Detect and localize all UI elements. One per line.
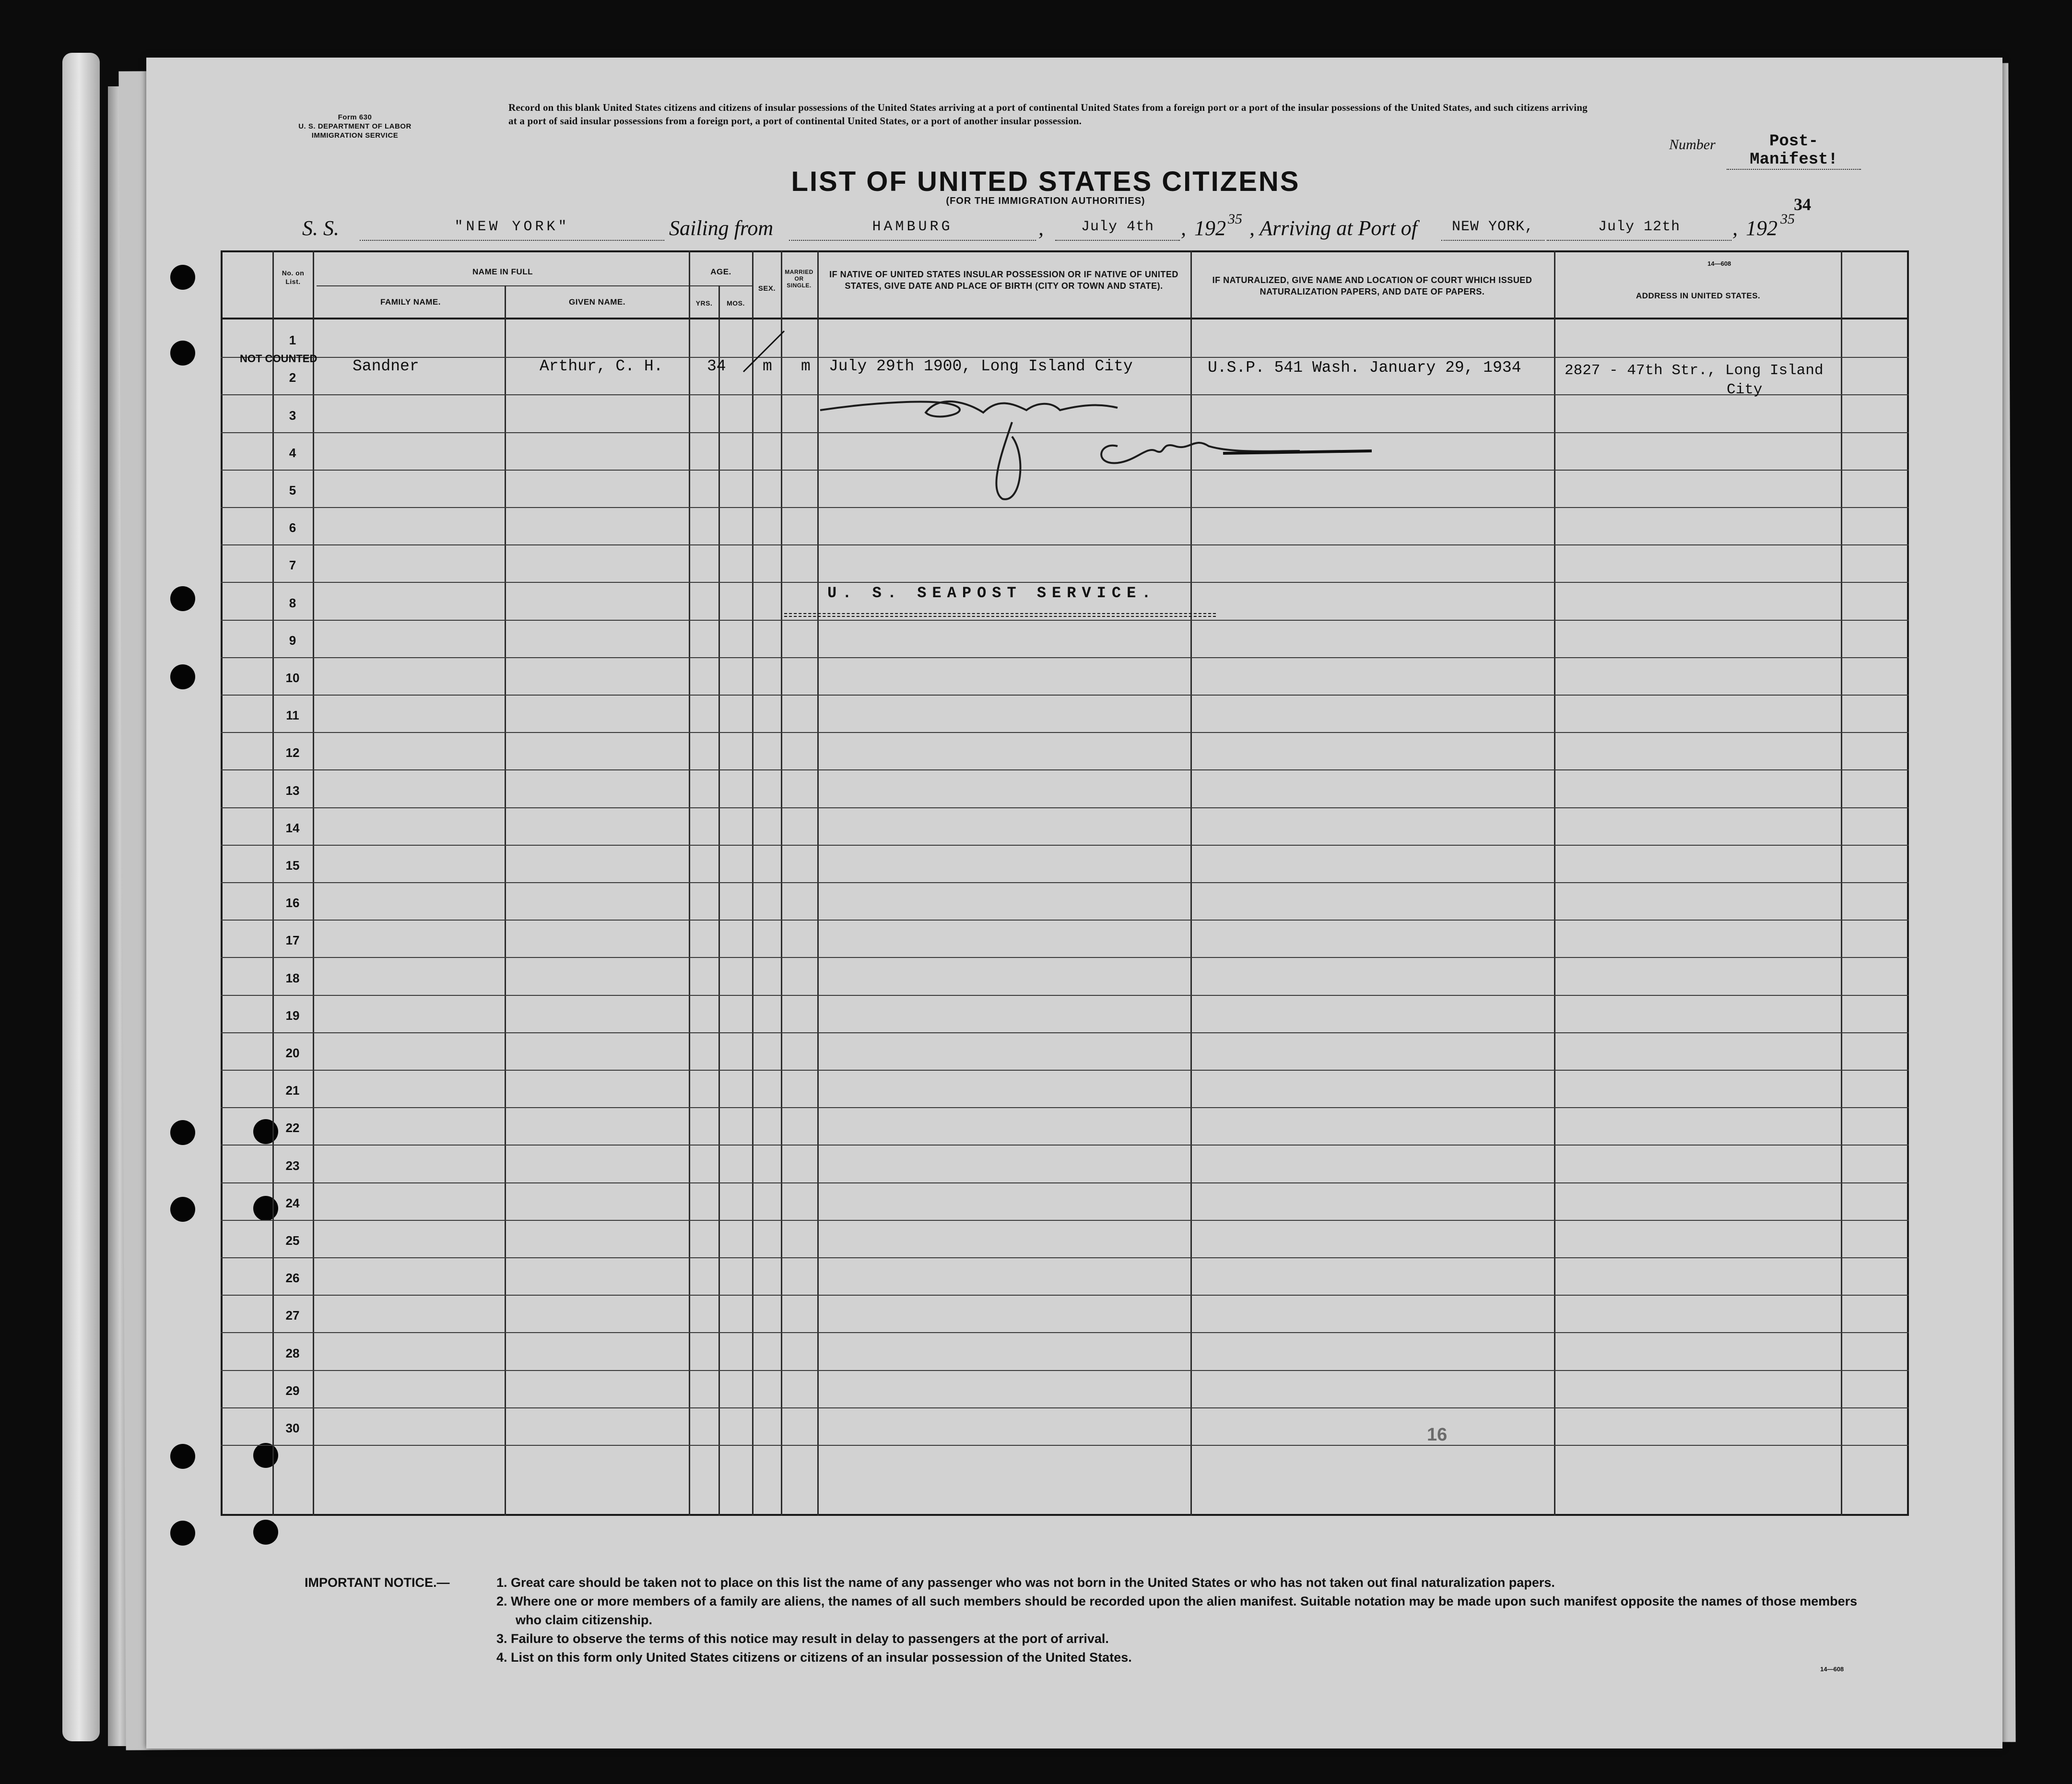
punch-hole bbox=[170, 664, 195, 689]
header-divider bbox=[317, 285, 753, 286]
col-line bbox=[1841, 250, 1842, 1516]
col-line bbox=[781, 250, 782, 1516]
preamble-text: Record on this blank United States citizens and citizens of insular possessions of the United States arriving at a port of continental United States from a foreign port or a port of the insular possessions of the United States, and such citizens arriving at a port of said insular possessions from a foreign port, a port of continental United States, or a port of another insular possession. bbox=[508, 102, 1588, 127]
table-row bbox=[221, 1295, 1909, 1296]
table-row bbox=[221, 582, 1909, 583]
notice-item: 2. Where one or more members of a family are aliens, the names of all such members should be recorded upon the alien manifest. Suitable notation may be made upon such manifest opposite the names of those members who claim citizenship. bbox=[496, 1594, 1858, 1627]
row-number: 14 bbox=[285, 821, 300, 835]
table-row bbox=[221, 957, 1909, 958]
row-number: 8 bbox=[289, 596, 296, 610]
departure-year-suffix: 35 bbox=[1228, 211, 1242, 227]
header-married: MARRIED OR SINGLE. bbox=[785, 269, 813, 289]
arrival-year-suffix: 35 bbox=[1780, 211, 1795, 227]
row-number: 24 bbox=[285, 1196, 300, 1210]
row-number: 30 bbox=[285, 1421, 300, 1435]
table-row bbox=[221, 845, 1909, 846]
header-address: ADDRESS IN UNITED STATES. bbox=[1636, 291, 1761, 300]
entry-given-name: Arthur, C. H. bbox=[540, 357, 663, 375]
entry-sex: m bbox=[763, 357, 772, 375]
row-number: 20 bbox=[285, 1046, 300, 1060]
table-row bbox=[221, 1182, 1909, 1183]
entry-naturalization: U.S.P. 541 Wash. January 29, 1934 bbox=[1208, 359, 1521, 377]
row-number: 11 bbox=[286, 708, 299, 722]
table-row bbox=[221, 695, 1909, 696]
col-line bbox=[689, 250, 690, 1516]
row-number: 13 bbox=[285, 783, 300, 798]
header-native: IF NATIVE OF UNITED STATES INSULAR POSSESSION OR IF NATIVE OF UNITED STATES, GIVE DATE AND PLACE OF BIRTH (CITY OR TOWN AND STATE). bbox=[829, 270, 1178, 291]
table-row bbox=[221, 1145, 1909, 1146]
header-sex: SEX. bbox=[758, 284, 776, 293]
service: IMMIGRATION SERVICE bbox=[311, 131, 399, 140]
header-naturalized: IF NATURALIZED, GIVE NAME AND LOCATION OF COURT WHICH ISSUED NATURALIZATION PAPERS, AND DATE OF PAPERS. bbox=[1212, 275, 1532, 296]
header-form-code: 14—608 bbox=[1707, 260, 1731, 267]
row-number: 3 bbox=[289, 408, 296, 423]
entry-age-years: 34 bbox=[707, 357, 726, 375]
col-line bbox=[1554, 250, 1555, 1516]
row-number: 15 bbox=[285, 858, 300, 873]
number-label: Number bbox=[1669, 137, 1716, 153]
row-number: 25 bbox=[285, 1233, 300, 1248]
page-subtitle: (FOR THE IMMIGRATION AUTHORITIES) bbox=[946, 196, 1145, 206]
customs-signature bbox=[811, 384, 1386, 508]
table-row bbox=[221, 732, 1909, 733]
row-number: 5 bbox=[289, 483, 296, 497]
row-number: 23 bbox=[285, 1158, 300, 1173]
col-line bbox=[272, 250, 274, 1516]
check-mark bbox=[739, 326, 796, 374]
row-number: 4 bbox=[289, 446, 296, 460]
table-row bbox=[221, 807, 1909, 808]
row-number: 7 bbox=[289, 558, 296, 572]
departure-year-prefix: 192 bbox=[1194, 216, 1226, 240]
page-number-stamp: 16 bbox=[1427, 1425, 1448, 1445]
row-number: 29 bbox=[285, 1383, 300, 1398]
row-number: 16 bbox=[285, 896, 300, 910]
number-value: Post-Manifest! bbox=[1727, 132, 1861, 170]
ss-label: S. S. bbox=[302, 216, 339, 240]
arrival-year-correction: 34 bbox=[1794, 195, 1811, 214]
punch-hole bbox=[170, 1197, 195, 1222]
entry-birth: July 29th 1900, Long Island City bbox=[829, 357, 1133, 375]
arrival-year-prefix: 192 bbox=[1746, 216, 1778, 240]
table-row bbox=[221, 1220, 1909, 1221]
comma: , bbox=[1181, 216, 1186, 240]
comma: , bbox=[1038, 216, 1044, 240]
header-yrs: YRS. bbox=[695, 299, 713, 307]
seapost-stamp: U. S. SEAPOST SERVICE. bbox=[827, 584, 1157, 602]
row-number: 26 bbox=[285, 1271, 300, 1285]
table-row bbox=[221, 1257, 1909, 1258]
punch-hole bbox=[170, 1444, 195, 1469]
table-row bbox=[221, 920, 1909, 921]
entry-marital: m bbox=[801, 357, 811, 375]
seapost-stamp-rule bbox=[784, 613, 1216, 617]
notice-item: 4. List on this form only United States citizens or citizens of an insular possession of the United States. bbox=[496, 1650, 1132, 1665]
departure-date: July 4th bbox=[1055, 219, 1180, 241]
row-number: 22 bbox=[285, 1121, 300, 1135]
row-number: 21 bbox=[285, 1083, 300, 1098]
row-number: 12 bbox=[285, 745, 300, 760]
col-line bbox=[752, 250, 753, 1516]
row-number: 1 bbox=[289, 333, 296, 347]
page-title: LIST OF UNITED STATES CITIZENS bbox=[791, 166, 1300, 197]
punch-hole bbox=[170, 1120, 195, 1145]
arrival-port: NEW YORK, bbox=[1441, 219, 1544, 241]
header-no-on-list: No. on List. bbox=[282, 269, 305, 285]
comma: , bbox=[1732, 216, 1738, 240]
table-row bbox=[221, 620, 1909, 621]
table-row bbox=[221, 882, 1909, 883]
arriving-label: , Arriving at Port of bbox=[1249, 216, 1417, 240]
punch-hole bbox=[170, 341, 195, 366]
header-family-name: FAMILY NAME. bbox=[380, 297, 441, 307]
header-bottom bbox=[221, 318, 1909, 319]
row-number: 10 bbox=[285, 671, 300, 685]
row-number: 2 bbox=[289, 370, 296, 385]
table-row bbox=[221, 1407, 1909, 1408]
ship-name: "NEW YORK" bbox=[360, 219, 664, 241]
footer-form-code: 14—608 bbox=[1820, 1666, 1844, 1673]
entry-family-name: Sandner bbox=[353, 357, 419, 375]
table-row bbox=[221, 1070, 1909, 1071]
entry-address-line1: 2827 - 47th Str., Long Island bbox=[1565, 362, 1824, 379]
form-identification bbox=[269, 113, 441, 140]
punch-hole bbox=[170, 586, 195, 611]
notice-items bbox=[496, 1573, 1868, 1667]
margin-note: NOT COUNTED bbox=[240, 353, 318, 365]
departure-port: HAMBURG bbox=[789, 219, 1036, 241]
header-age: AGE. bbox=[710, 267, 731, 276]
row-number: 9 bbox=[289, 633, 296, 648]
header-given-name: GIVEN NAME. bbox=[569, 297, 625, 307]
notice-lead: IMPORTANT NOTICE.— bbox=[305, 1575, 450, 1590]
entry-address-line2: City bbox=[1727, 381, 1763, 398]
table-row bbox=[221, 544, 1909, 545]
notice-item: 1. Great care should be taken not to place on this list the name of any passenger who was not born in the United States or who has not taken out final naturalization papers. bbox=[496, 1575, 1555, 1590]
notice-item: 3. Failure to observe the terms of this notice may result in delay to passengers at the port of arrival. bbox=[496, 1631, 1109, 1646]
table-row bbox=[221, 995, 1909, 996]
department: U. S. DEPARTMENT OF LABOR bbox=[298, 122, 412, 130]
table-row bbox=[221, 1107, 1909, 1108]
table-row bbox=[221, 769, 1909, 770]
table-row bbox=[221, 657, 1909, 658]
binder-strip bbox=[62, 53, 100, 1741]
row-number: 6 bbox=[289, 520, 296, 535]
punch-hole bbox=[170, 1521, 195, 1546]
col-line bbox=[313, 250, 314, 1516]
header-name-in-full: NAME IN FULL bbox=[472, 267, 533, 276]
table-row bbox=[221, 1032, 1909, 1033]
row-number: 18 bbox=[285, 971, 300, 985]
row-number: 19 bbox=[285, 1008, 300, 1023]
table-row bbox=[221, 1445, 1909, 1446]
punch-hole bbox=[253, 1520, 278, 1545]
row-number: 27 bbox=[285, 1308, 300, 1323]
table-row bbox=[221, 1332, 1909, 1333]
table-row bbox=[221, 1370, 1909, 1371]
row-number: 28 bbox=[285, 1346, 300, 1360]
form-number: Form 630 bbox=[338, 113, 372, 121]
sailing-label: Sailing from bbox=[669, 216, 774, 240]
arrival-date: July 12th bbox=[1547, 219, 1731, 241]
row-number: 17 bbox=[285, 933, 300, 947]
punch-hole bbox=[170, 265, 195, 290]
header-mos: MOS. bbox=[727, 299, 745, 307]
